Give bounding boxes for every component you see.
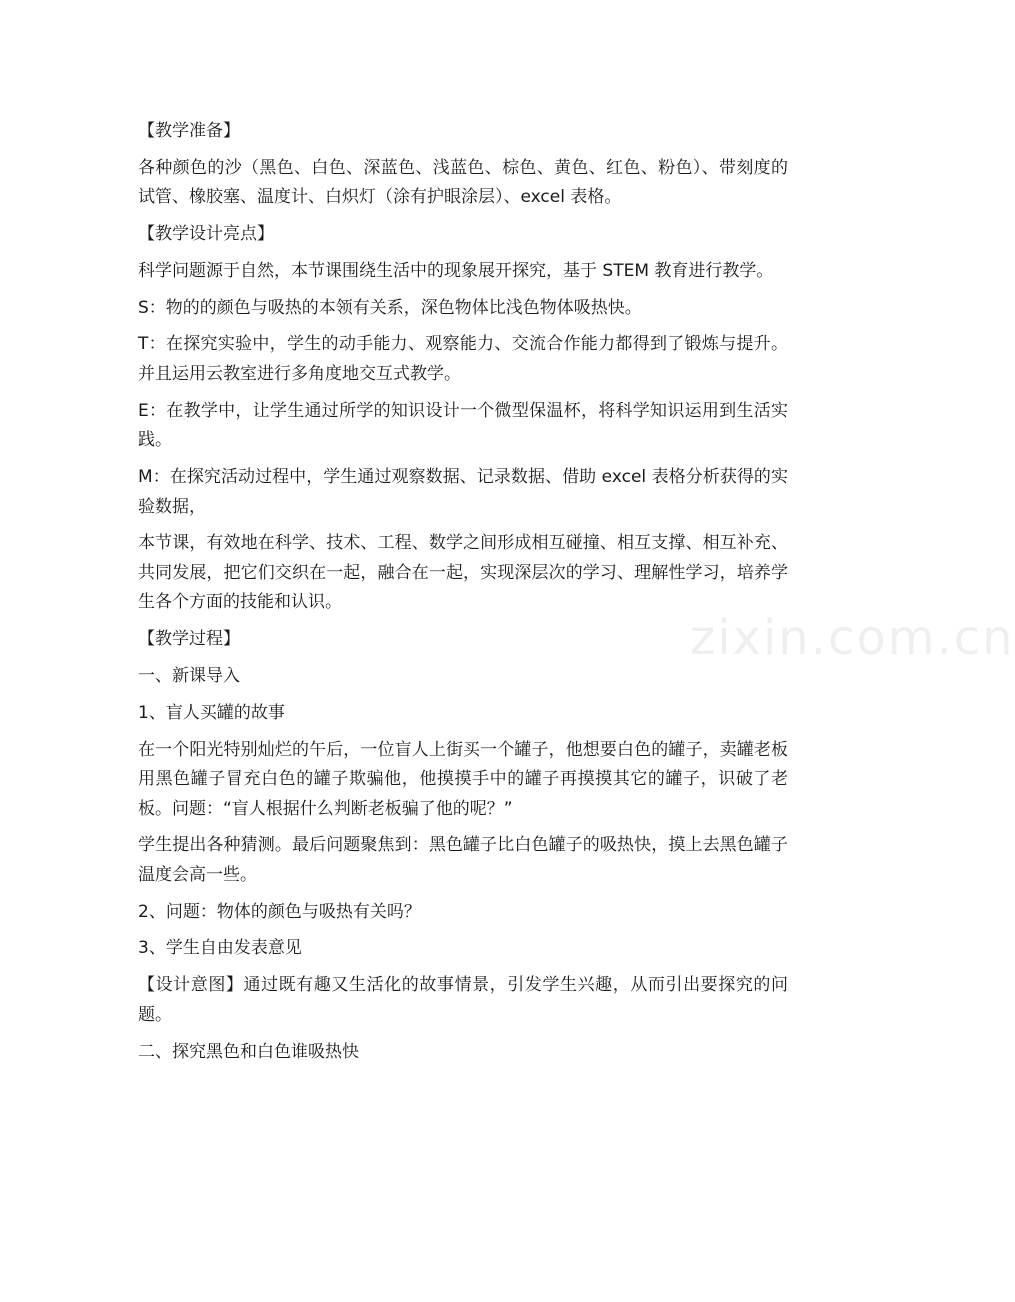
paragraph-materials: 各种颜色的沙（黑色、白色、深蓝色、浅蓝色、棕色、黄色、红色、粉色）、带刻度的试管、橡胶塞、温度计、白炽灯（涂有护眼涂层）、excel 表格。: [138, 157, 788, 208]
paragraph-t: T：在探究实验中，学生的动手能力、观察能力、交流合作能力都得到了锻炼与提升。并且运用云教室进行多角度地交互式教学。: [138, 334, 788, 384]
section-heading-process: 【教学过程】: [138, 629, 240, 650]
subheading-explore: 二、探究黑色和白色谁吸热快: [138, 1041, 359, 1062]
paragraph-s: S：物的的颜色与吸热的本领有关系，深色物体比浅色物体吸热快。: [138, 297, 642, 318]
paragraph-summary: 本节课，有效地在科学、技术、工程、数学之间形成相互碰撞、相互支撑、相互补充、共同发展，把它们交织在一起，融合在一起，实现深层次的学习、理解性学习，培养学生各个方面的技能和认识。: [138, 533, 788, 613]
paragraph-guesses: 学生提出各种猜测。最后问题聚焦到：黑色罐子比白色罐子的吸热快，摸上去黑色罐子温度会高一些。: [138, 835, 788, 885]
section-heading-highlights: 【教学设计亮点】: [138, 224, 274, 245]
subheading-story: 1、盲人买罐的故事: [138, 702, 285, 723]
document-body: [138, 117, 788, 1074]
section-heading-preparation: 【教学准备】: [138, 121, 240, 141]
paragraph-story: 在一个阳光特别灿烂的午后，一位盲人上街买一个罐子，他想要白色的罐子，卖罐老板用黑色罐子冒充白色的罐子欺骗他，他摸摸手中的罐子再摸摸其它的罐子，识破了老板。问题：“盲人根据什么判断老板骗了他的呢？”: [138, 739, 788, 819]
paragraph-intro: 科学问题源于自然，本节课围绕生活中的现象展开探究，基于 STEM 教育进行教学。: [138, 260, 774, 281]
watermark: zixin.com.cn: [690, 610, 1015, 666]
paragraph-design-intent: 【设计意图】通过既有趣又生活化的故事情景，引发学生兴趣，从而引出要探究的问题。: [138, 975, 788, 1025]
paragraph-e: E：在教学中，让学生通过所学的知识设计一个微型保温杯，将科学知识运用到生活实践。: [138, 400, 788, 451]
paragraph-m: M：在探究活动过程中，学生通过观察数据、记录数据、借助 excel 表格分析获得的实验数据，: [138, 467, 788, 517]
subheading-lead-in: 一、新课导入: [138, 665, 240, 686]
subheading-question: 2、问题：物体的颜色与吸热有关吗？: [138, 901, 421, 922]
subheading-opinions: 3、学生自由发表意见: [138, 938, 302, 959]
